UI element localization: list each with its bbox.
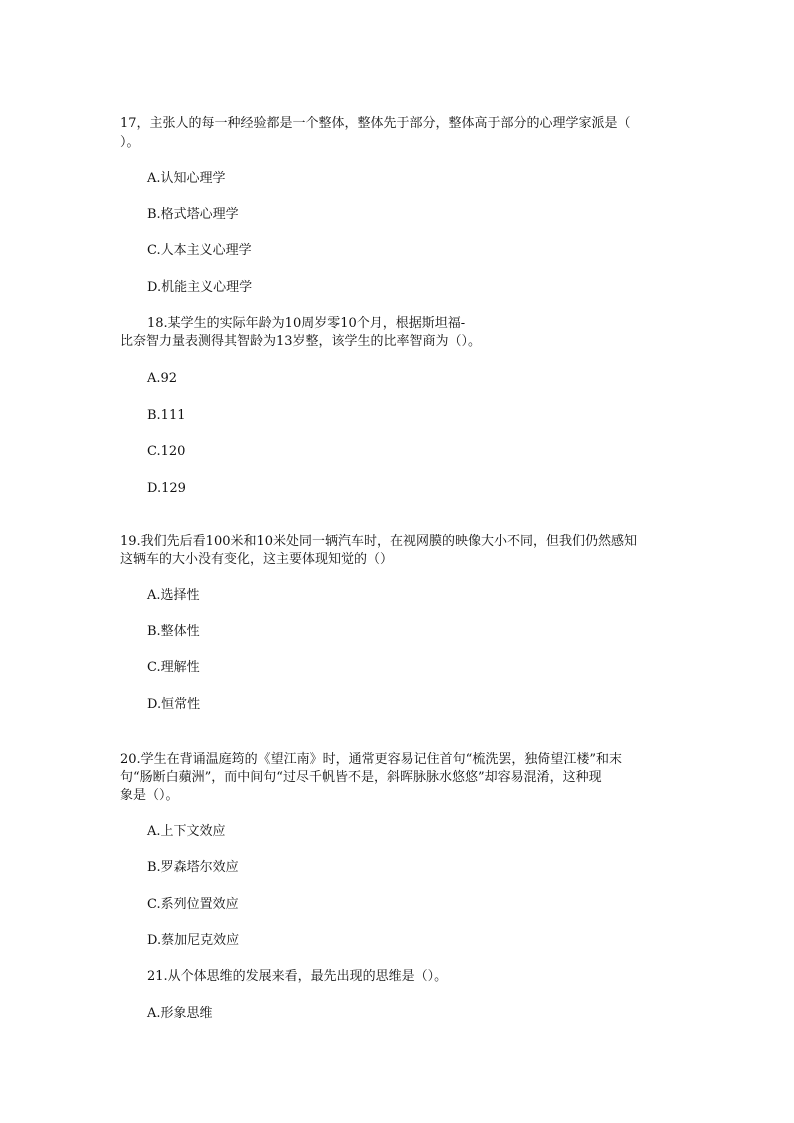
question-text-line: 20.学生在背诵温庭筠的《望江南》时，通常更容易记住首句“梳洗罢，独倚望江楼”和末 [120, 752, 622, 767]
option-b: B.格式塔心理学 [147, 207, 239, 222]
option-c: C.人本主义心理学 [147, 243, 252, 258]
option-b: B.罗森塔尔效应 [147, 860, 239, 875]
option-d: D.蔡加尼克效应 [147, 933, 240, 948]
option-a: A.上下文效应 [147, 824, 226, 839]
question-text-line: ）。 [120, 135, 140, 150]
option-c: C.理解性 [147, 660, 200, 675]
question-text-line: 17，主张人的每一种经验都是一个整体，整体先于部分，整体高于部分的心理学家派是（ [120, 116, 631, 131]
question-text-line: 21.从个体思维的发展来看，最先出现的思维是（）。 [147, 969, 448, 984]
option-c: C.系列位置效应 [147, 897, 239, 912]
option-d: D.恒常性 [147, 697, 201, 712]
option-d: D.129 [147, 481, 186, 496]
option-d: D.机能主义心理学 [147, 280, 253, 295]
option-c: C.120 [147, 444, 186, 459]
question-text-line: 18.某学生的实际年龄为10周岁零10个月，根据斯坦福- [147, 316, 466, 331]
option-a: A.认知心理学 [147, 171, 226, 186]
question-text-line: 象是（）。 [120, 788, 179, 803]
option-b: B.整体性 [147, 624, 200, 639]
question-text-line: 比奈智力量表测得其智龄为13岁整，该学生的比率智商为（）。 [120, 334, 482, 349]
question-text-line: 这辆车的大小没有变化，这主要体现知觉的（） [120, 552, 394, 567]
option-a: A.92 [147, 371, 178, 386]
question-text-line: 19.我们先后看100米和10米处同一辆汽车时，在视网膜的映像大小不同，但我们仍然感知 [120, 534, 638, 549]
option-a: A.选择性 [147, 588, 200, 603]
option-a: A.形象思维 [147, 1006, 213, 1021]
option-b: B.111 [147, 408, 186, 423]
question-text-line: 句“肠断白蘋洲”，而中间句“过尽千帆皆不是，斜晖脉脉水悠悠”却容易混淆，这种现 [120, 770, 602, 785]
